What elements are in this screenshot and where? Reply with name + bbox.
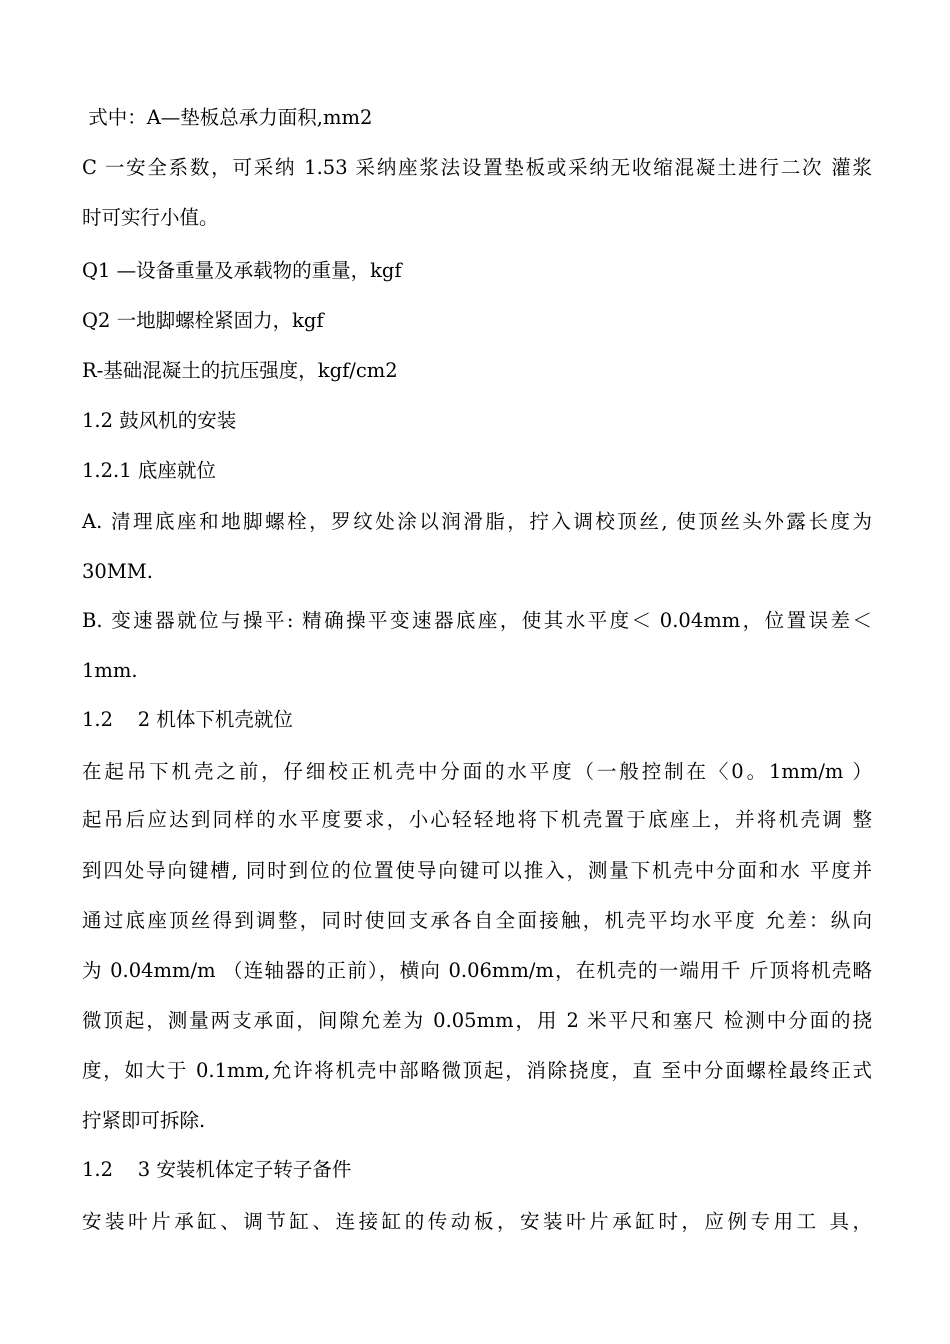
paragraph-line-5: 为 0.04mm/m （连轴器的正前），横向 0.06mm/m，在机壳的一端用千 斤顶将机壳略	[82, 959, 872, 982]
paragraph-line-3: 到四处导向键槽, 同时到位的位置使导向键可以推入，测量下机壳中分面和水 平度并	[82, 859, 872, 882]
definition-c-line-2: 时可实行小值。	[82, 206, 219, 229]
section-heading-1-2-3: 1.2 3 安装机体定子转子备件	[82, 1158, 352, 1181]
paragraph-line-2: 起吊后应达到同样的水平度要求，小心轻轻地将下机壳置于底座上，并将机壳调 整	[82, 808, 872, 831]
item-b-line-2: 1mm.	[82, 659, 138, 682]
item-b-line-1: B. 变速器就位与操平: 精确操平变速器底座，使其水平度＜ 0.04mm，位置误差＜	[82, 609, 872, 632]
paragraph-line-6: 微顶起，测量两支承面，间隙允差为 0.05mm，用 2 米平尺和塞尺 检测中分面的挠	[82, 1009, 872, 1032]
definition-q2: Q2 一地脚螺栓紧固力，kgf	[82, 309, 324, 332]
paragraph-2-line-1: 安装叶片承缸、调节缸、连接缸的传动板，安装叶片承缸时，应例专用工 具，	[82, 1210, 872, 1233]
section-heading-1-2: 1.2 鼓风机的安装	[82, 409, 237, 432]
definition-c-line-1: C 一安全系数，可采纳 1.53 采纳座浆法设置垫板或采纳无收缩混凝土进行二次 灌浆	[82, 156, 872, 179]
definition-r: R-基础混凝土的抗压强度，kgf/cm2	[82, 359, 398, 382]
item-a-line-1: A. 清理底座和地脚螺栓，罗纹处涂以润滑脂，拧入调校顶丝, 使顶丝头外露长度为	[82, 510, 872, 533]
paragraph-line-4: 通过底座顶丝得到调整，同时使回支承各自全面接触，机壳平均水平度 允差：纵向	[82, 909, 872, 932]
definition-q1: Q1 —设备重量及承载物的重量，kgf	[82, 259, 402, 282]
paragraph-line-1: 在起吊下机壳之前，仔细校正机壳中分面的水平度（一般控制在〈0。1mm/m ）	[82, 760, 872, 783]
section-heading-1-2-2: 1.2 2 机体下机壳就位	[82, 708, 293, 731]
paragraph-line-7: 度，如大于 0.1mm,允许将机壳中部略微顶起，消除挠度，直 至中分面螺栓最终正式	[82, 1059, 872, 1082]
item-a-line-2: 30MM.	[82, 560, 153, 583]
paragraph-line-8: 拧紧即可拆除.	[82, 1109, 206, 1132]
section-heading-1-2-1: 1.2.1 底座就位	[82, 459, 216, 482]
formula-legend-intro: 式中：A—垫板总承力面积,mm2	[82, 106, 373, 129]
